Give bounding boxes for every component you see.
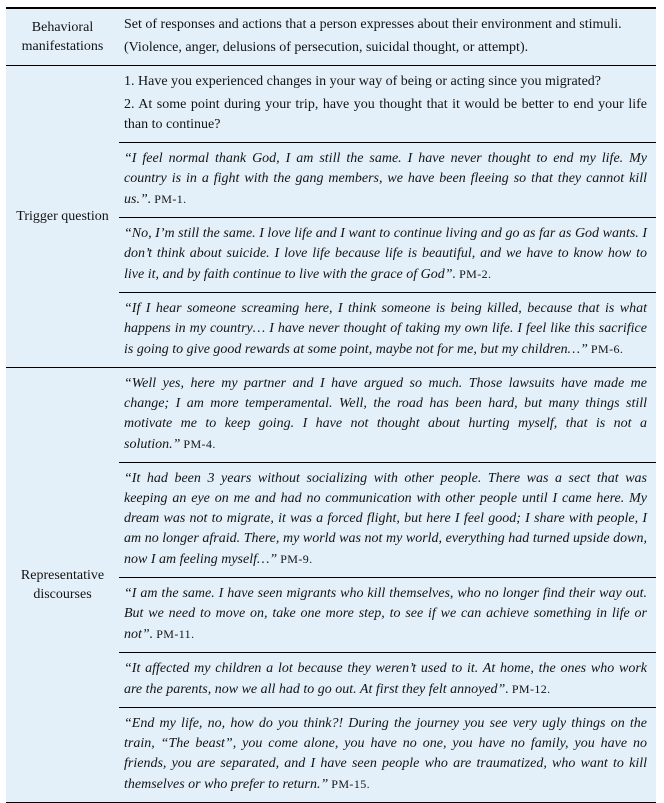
quote-row-pm11 <box>119 577 656 652</box>
section-trigger-question <box>6 65 656 367</box>
row-header-representative-discourses <box>6 368 119 802</box>
quote-text: “End my life, no, how do you think?! During the journey you see very ugly things on the train, “The beast”, you come alone, you have no one, you have no family, you have no friends, you are separated, and I have seen people who are traumatized, who want to kill themselves or who prefer to return.” <box>124 716 647 792</box>
questions-row <box>119 66 656 142</box>
quote-citation: PM-12. <box>511 682 551 696</box>
quote-text: “I feel normal thank God, I am still the same. I have never thought to end my life. My country is in a fight with the gang members, we have been fleeing so that they cannot kill us.”. <box>124 151 647 207</box>
row-header-behavioral-manifestations <box>6 9 119 65</box>
definition-text: Set of responses and actions that a person expresses about their environment and stimuli. <box>124 17 622 32</box>
quote-citation: PM-4. <box>183 437 216 451</box>
quote-citation: PM-11. <box>156 627 195 641</box>
quote-row-pm1 <box>119 142 656 217</box>
question-2: 2. At some point during your trip, have you thought that it would be better to end your life than to continue? <box>124 97 647 132</box>
qualitative-results-table <box>6 7 656 803</box>
section-representative-discourses <box>6 367 656 802</box>
section-content <box>119 368 656 802</box>
section-content <box>119 9 656 65</box>
quote-citation: PM-9. <box>280 552 313 566</box>
section-behavioral-manifestations <box>6 9 656 65</box>
quote-row-pm4 <box>119 368 656 462</box>
quote-paragraph <box>124 149 647 210</box>
quote-paragraph <box>124 584 647 645</box>
quote-text: “I am the same. I have seen migrants who kill themselves, who no longer find their way out. But we need to move on, take one more step, to see if we can achieve something in life or not”. <box>124 586 647 642</box>
quote-row-pm2 <box>119 217 656 292</box>
row-header-label: Representative discourses <box>20 568 105 602</box>
row-header-label: Behavioral manifestations <box>21 20 104 54</box>
quote-text: “If I hear someone screaming here, I think someone is being killed, because that is what happens in my country… I have never thought of taking my own life. I feel like this sacrifice is going to give good rewards at some point, maybe not for me, but my children…” <box>124 301 647 357</box>
row-header-trigger-question <box>6 66 119 367</box>
quote-paragraph <box>124 299 647 360</box>
quote-citation: PM-15. <box>331 777 371 791</box>
quote-paragraph <box>124 224 647 285</box>
question-1: 1. Have you experienced changes in your way of being or acting since you migrated? <box>124 74 601 89</box>
quote-paragraph <box>124 714 647 795</box>
definition-examples: (Violence, anger, delusions of persecution, suicidal thought, or attempt). <box>124 40 529 55</box>
quote-text: “It affected my children a lot because they weren’t used to it. At home, the ones who work are the parents, now we all had to go out. At first they felt annoyed”. <box>124 661 647 697</box>
row-header-label: Trigger question <box>16 209 109 224</box>
quote-paragraph <box>124 659 647 700</box>
definition-row <box>119 9 656 65</box>
quote-row-pm15 <box>119 707 656 802</box>
quote-text: “No, I’m still the same. I love life and I want to continue living and go as far as God wants. I don’t think about suicide. I love life because life is beautiful, and we have to know how to live it, and by faith continue to live with the grace of God”. <box>124 226 647 282</box>
quote-text: “Well yes, here my partner and I have argued so much. Those lawsuits have made me change; I am more temperamental. Well, the road has been hard, but many things still motivate me to keep going. I have not thought about hurting myself, that is not a solution.” <box>124 376 647 452</box>
section-content <box>119 66 656 367</box>
quote-citation: PM-2. <box>459 267 492 281</box>
quote-citation: PM-6. <box>590 342 624 356</box>
quote-row-pm12 <box>119 652 656 707</box>
quote-row-pm9 <box>119 462 656 577</box>
quote-text: “It had been 3 years without socializing with other people. There was a sect that was keeping an eye on me and had no communication with other people until I came here. My dream was not to migrate, it was a forced flight, but here I feel good; I share with people, I am no longer afraid. There, my world was not my world, everything had turned upside down, now I am feeling myself…” <box>124 471 647 567</box>
quote-paragraph <box>124 469 647 570</box>
quote-paragraph <box>124 374 647 455</box>
quote-row-pm6 <box>119 292 656 367</box>
quote-citation: PM-1. <box>154 192 187 206</box>
